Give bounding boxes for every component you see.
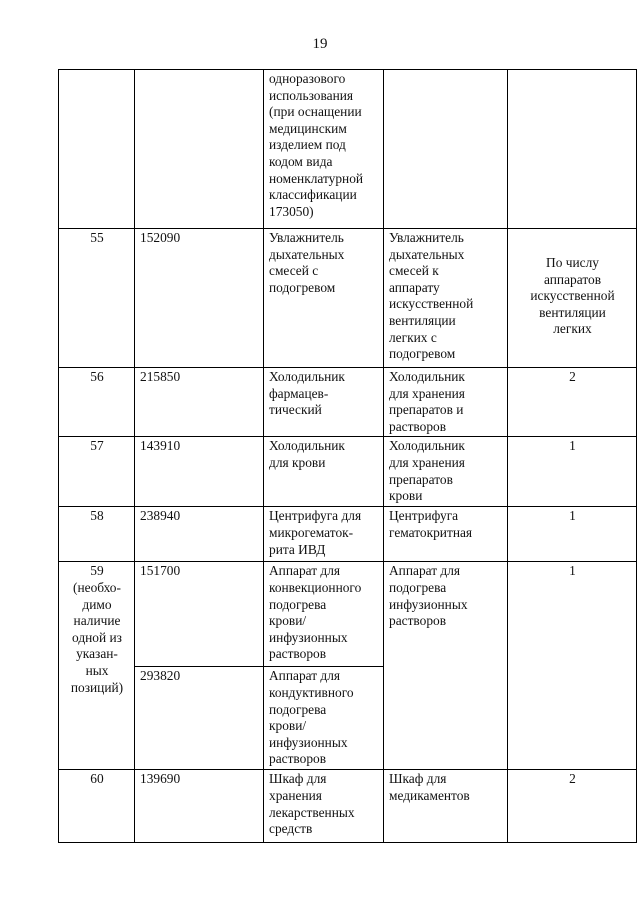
code-cell: 238940 [135,507,264,562]
description-cell: Аппарат для подогрева инфузионных растворов [384,562,508,770]
table-row [59,368,637,437]
code-cell: 293820 [135,667,264,770]
name-cell: одноразового использования (при оснащении медицинским изделием под кодом вида номенклатурной классификации 173050) [264,70,384,229]
quantity-cell: По числу аппаратов искусственной вентиляции легких [508,229,637,368]
description-cell: Увлажнитель дыхательных смесей к аппарату искусственной вентиляции легких с подогревом [384,229,508,368]
name-cell: Холодильник фармацев- тический [264,368,384,437]
row-number-cell [59,70,135,229]
name-cell: Аппарат для кондуктивного подогрева крови/ инфузионных растворов [264,667,384,770]
name-cell: Холодильник для крови [264,437,384,507]
code-cell: 143910 [135,437,264,507]
code-cell [135,70,264,229]
row-number-cell: 59 (необхо- димо наличие одной из указан- ных позиций) [59,562,135,770]
description-cell [384,70,508,229]
description-cell: Холодильник для хранения препаратов и растворов [384,368,508,437]
code-cell: 151700 [135,562,264,667]
code-cell: 152090 [135,229,264,368]
name-cell: Шкаф для хранения лекарственных средств [264,770,384,843]
row-number-cell: 55 [59,229,135,368]
code-cell: 215850 [135,368,264,437]
quantity-cell: 2 [508,770,637,843]
table-row [59,562,637,667]
quantity-cell: 1 [508,437,637,507]
table-row [59,507,637,562]
quantity-cell: 1 [508,562,637,770]
name-cell: Аппарат для конвекционного подогрева крови/ инфузионных растворов [264,562,384,667]
table-row [59,437,637,507]
equipment-table [58,69,637,843]
description-cell: Шкаф для медикаментов [384,770,508,843]
code-cell: 139690 [135,770,264,843]
page-number: 19 [312,36,328,52]
description-cell: Холодильник для хранения препаратов крови [384,437,508,507]
name-cell: Увлажнитель дыхательных смесей с подогревом [264,229,384,368]
row-number-cell: 58 [59,507,135,562]
table-row [59,70,637,229]
quantity-cell: 1 [508,507,637,562]
row-number-cell: 57 [59,437,135,507]
row-number-cell: 60 [59,770,135,843]
description-cell: Центрифуга гематокритная [384,507,508,562]
name-cell: Центрифуга для микрогематок- рита ИВД [264,507,384,562]
table-row [59,770,637,843]
table-row [59,229,637,368]
row-number-cell: 56 [59,368,135,437]
quantity-cell: 2 [508,368,637,437]
quantity-cell [508,70,637,229]
